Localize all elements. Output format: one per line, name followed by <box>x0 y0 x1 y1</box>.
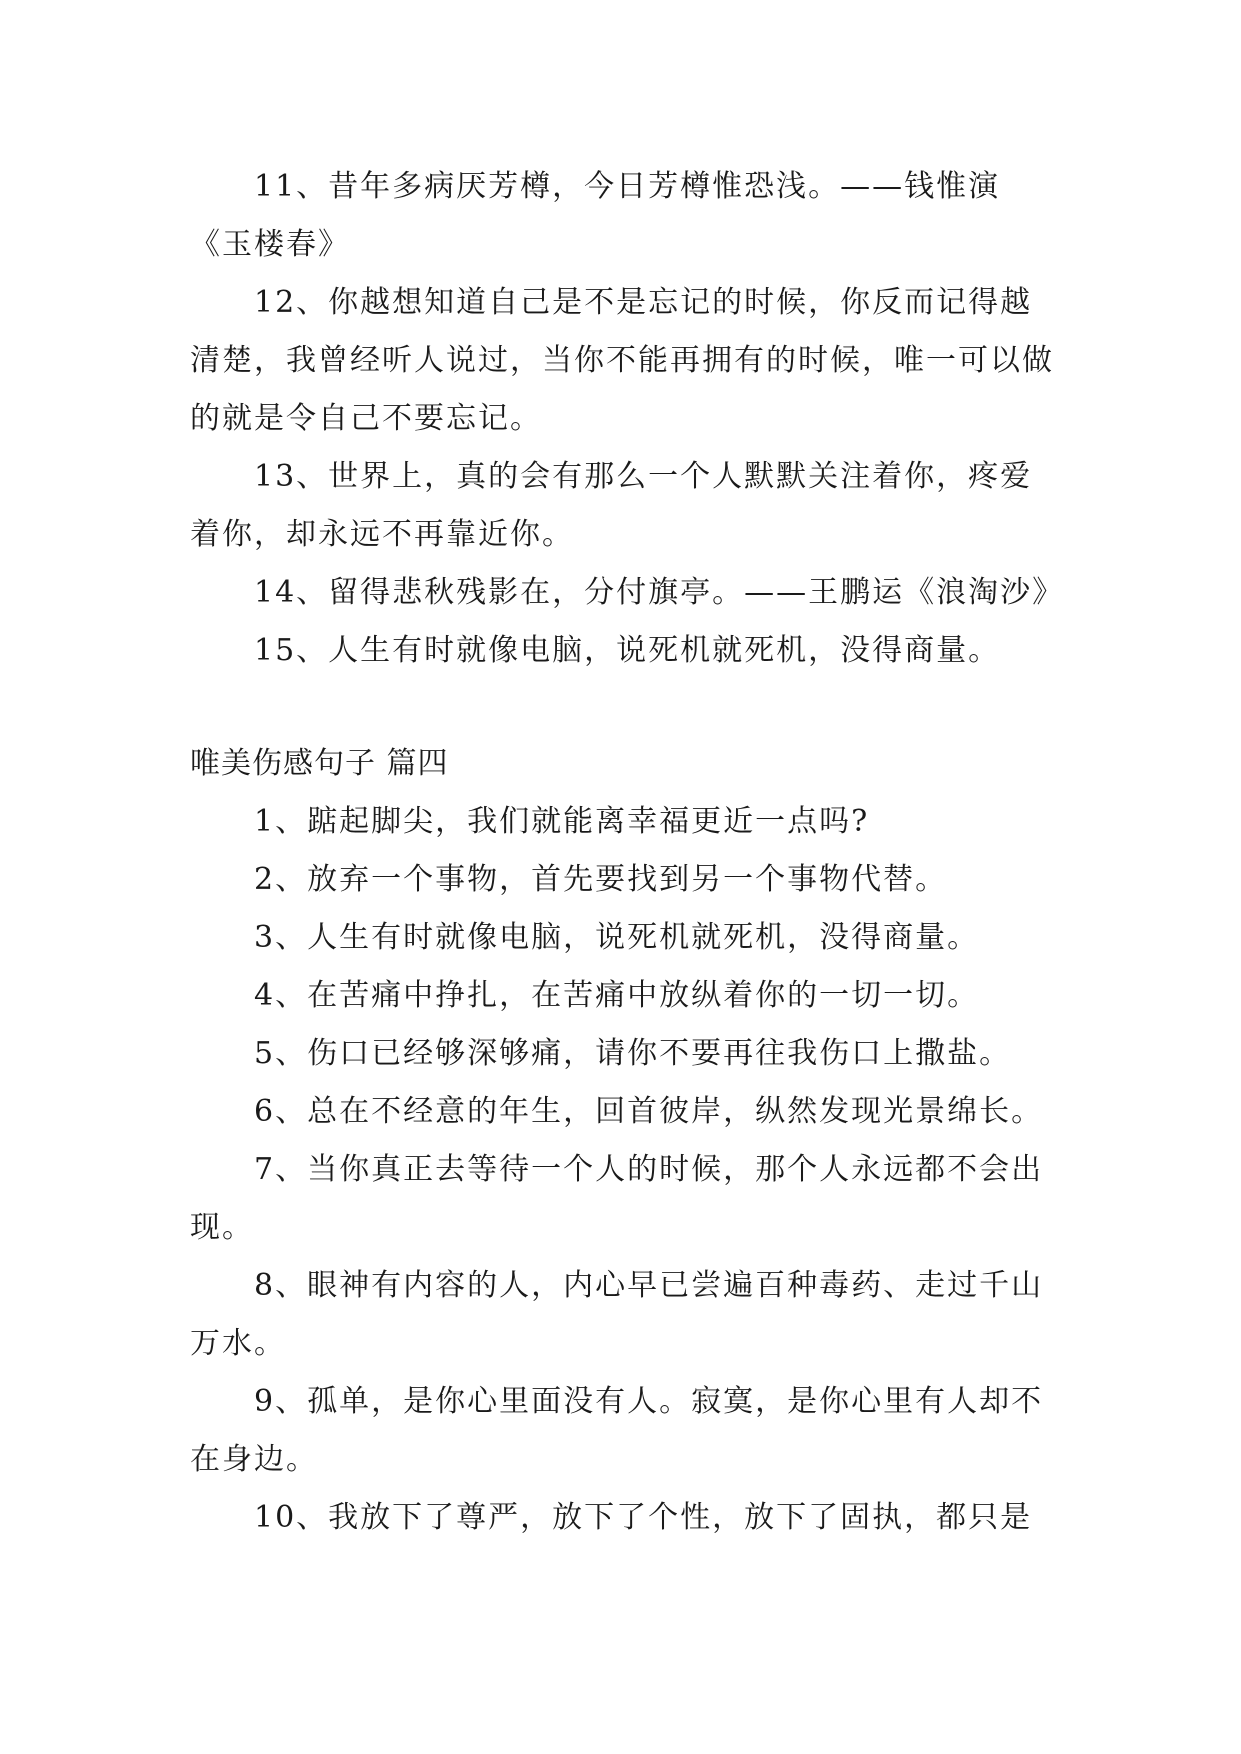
paragraph-1: 1、踮起脚尖，我们就能离幸福更近一点吗? <box>254 804 870 839</box>
paragraph-2: 2、放弃一个事物，首先要找到另一个事物代替。 <box>254 862 948 897</box>
paragraph-6: 6、总在不经意的年生，回首彼岸，纵然发现光景绵长。 <box>254 1094 1044 1129</box>
paragraph-7: 7、当你真正去等待一个人的时候，那个人永远都不会出现。 <box>190 1152 1044 1245</box>
paragraph-5: 5、伤口已经够深够痛，请你不要再往我伤口上撒盐。 <box>254 1036 1012 1071</box>
paragraph-15: 15、人生有时就像电脑，说死机就死机，没得商量。 <box>254 633 1001 668</box>
paragraph-4: 4、在苦痛中挣扎，在苦痛中放纵着你的一切一切。 <box>254 978 980 1013</box>
paragraph-9: 9、孤单，是你心里面没有人。寂寞，是你心里有人却不在身边。 <box>190 1384 1044 1477</box>
paragraph-3: 3、人生有时就像电脑，说死机就死机，没得商量。 <box>254 920 980 955</box>
paragraph-10: 10、我放下了尊严，放下了个性，放下了固执，都只是 <box>254 1500 1033 1535</box>
paragraph-11: 11、昔年多病厌芳樽，今日芳樽惟恐浅。——钱惟演《玉楼春》 <box>190 169 1001 262</box>
paragraph-8: 8、眼神有内容的人，内心早已尝遍百种毒药、走过千山万水。 <box>190 1268 1044 1361</box>
paragraph-13: 13、世界上，真的会有那么一个人默默关注着你，疼爱着你，却永远不再靠近你。 <box>190 459 1033 552</box>
document-body <box>190 158 1065 1547</box>
paragraph-12: 12、你越想知道自己是不是忘记的时候，你反而记得越清楚，我曾经听人说过，当你不能再拥有的时候，唯一可以做的就是令自己不要忘记。 <box>190 285 1054 436</box>
section-title: 唯美伤感句子 篇四 <box>190 746 449 781</box>
paragraph-14: 14、留得悲秋残影在，分付旗亭。——王鹏运《浪淘沙》 <box>254 575 1065 610</box>
